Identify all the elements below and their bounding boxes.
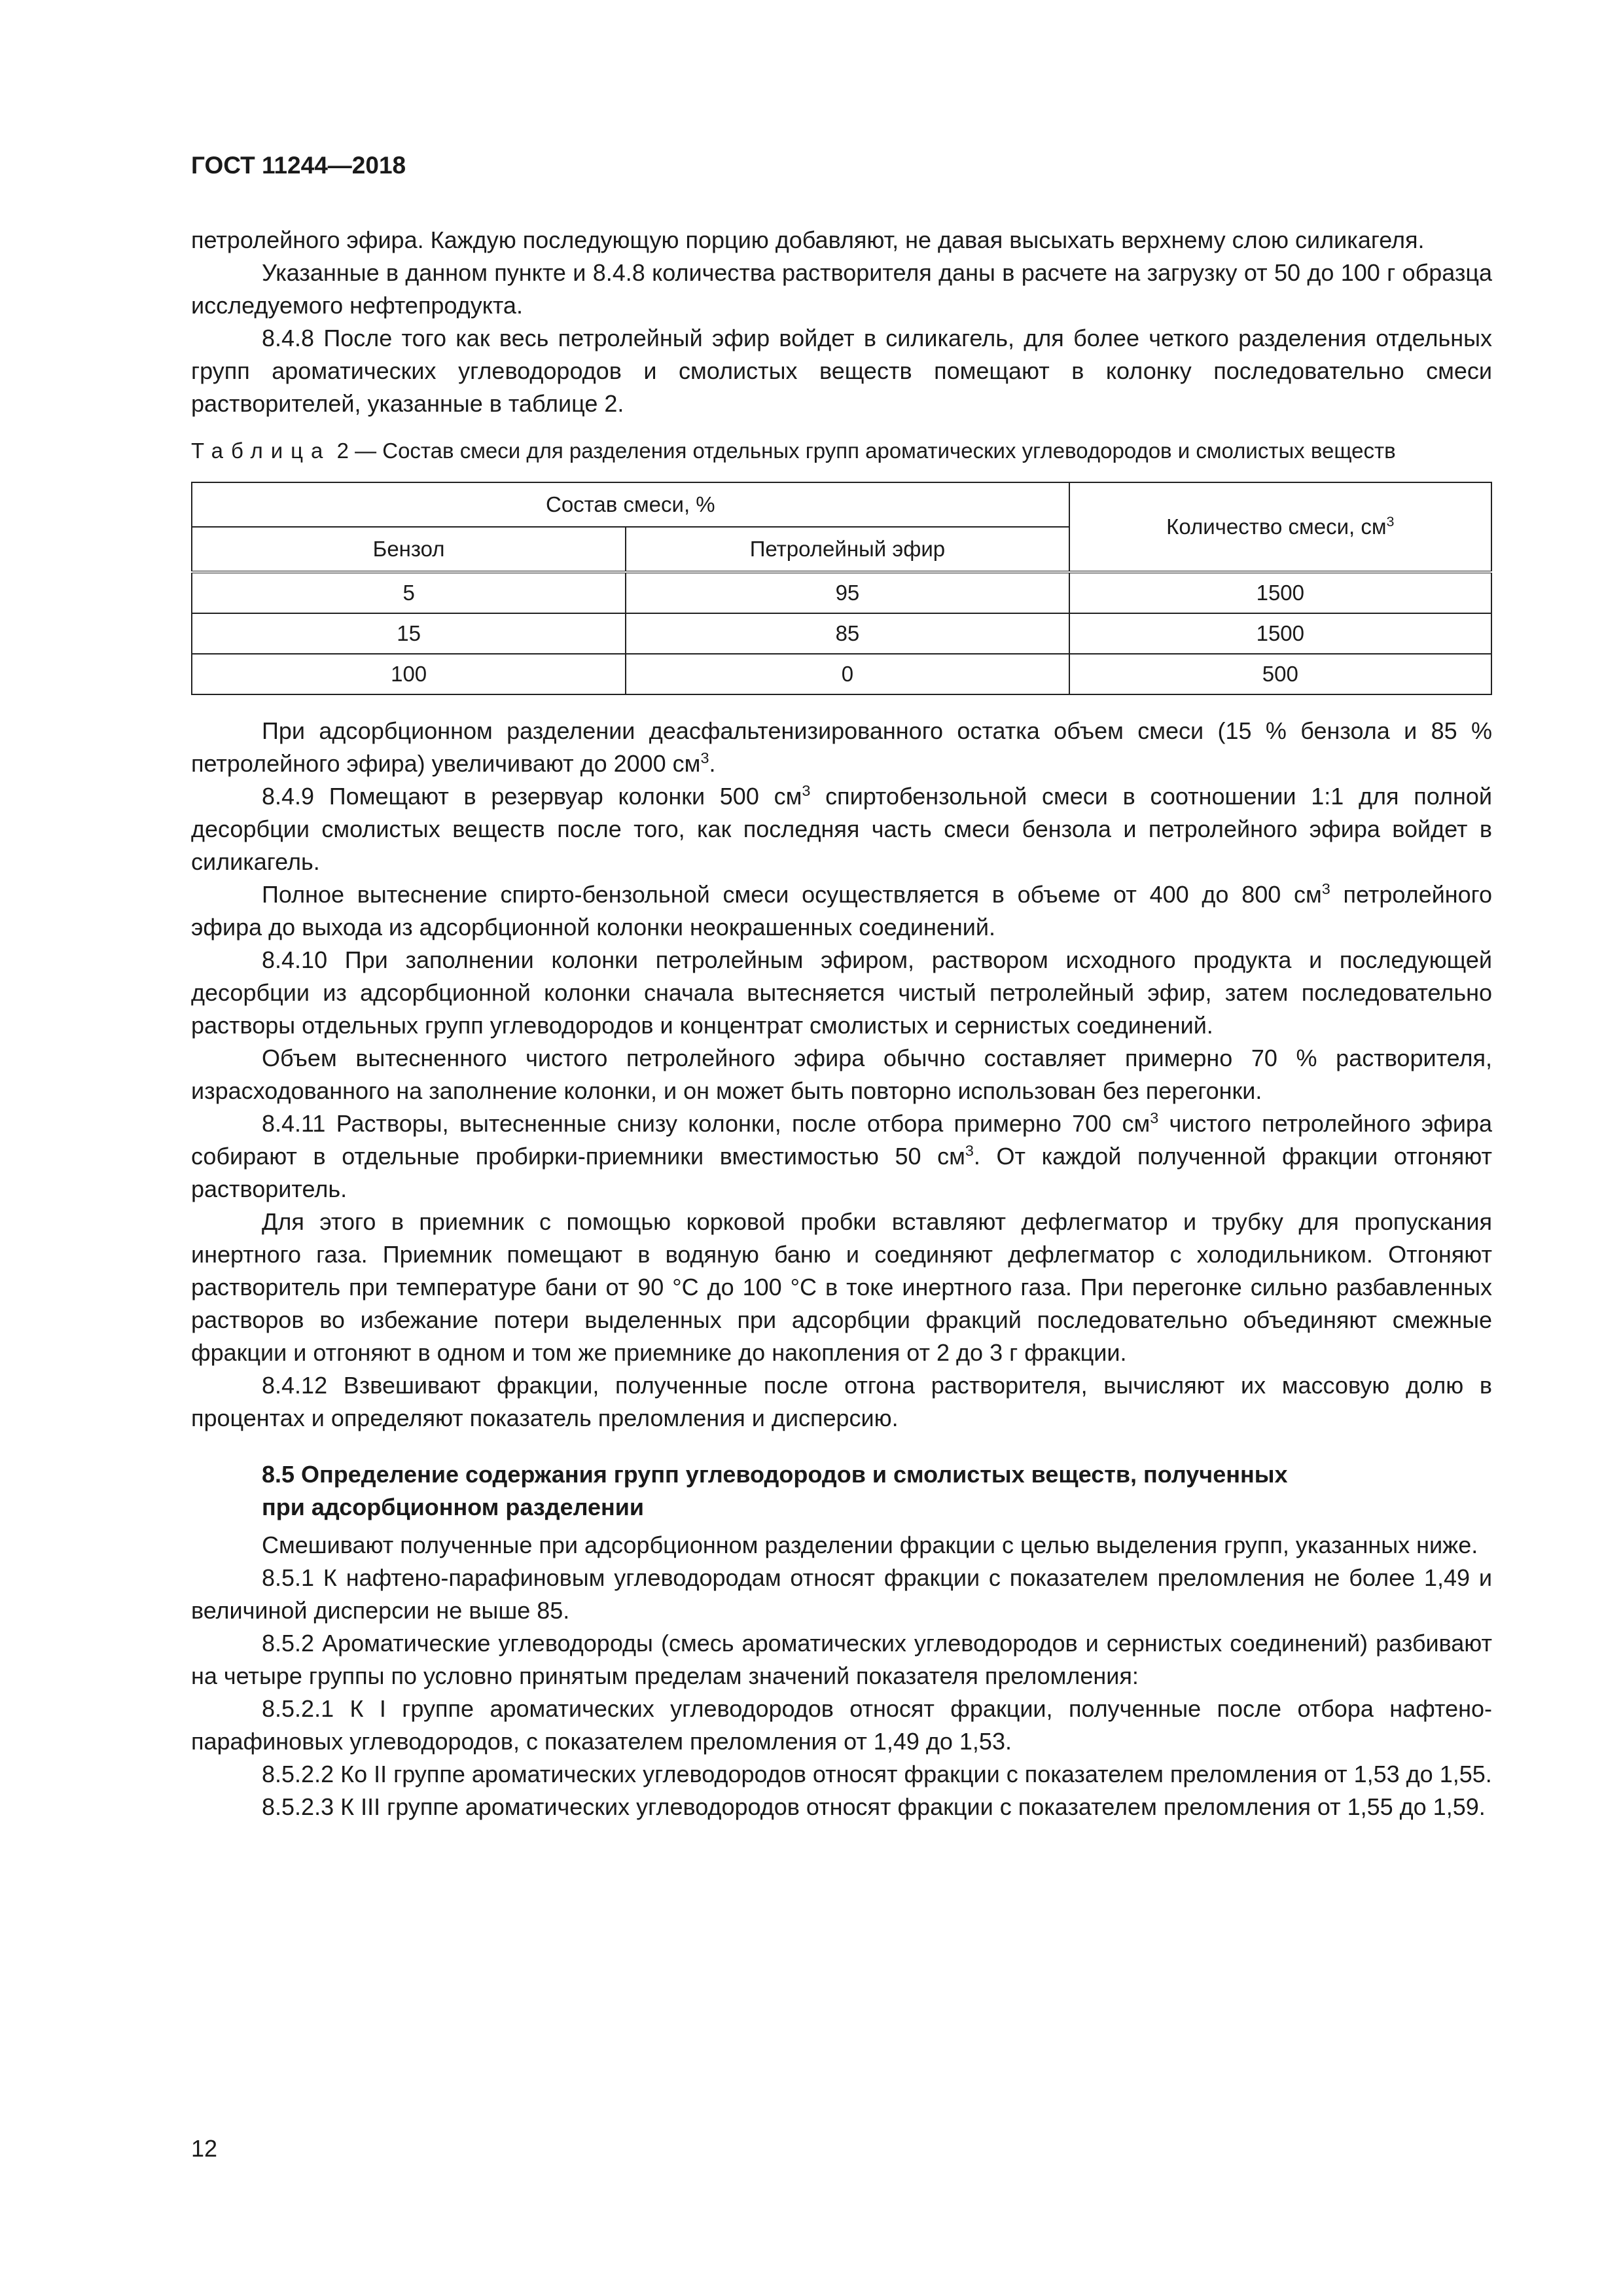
header-cell-petroleum-ether: Петролейный эфир bbox=[626, 527, 1069, 572]
table-caption bbox=[191, 437, 1492, 465]
table-row bbox=[192, 572, 1491, 613]
paragraph-8-5-1: 8.5.1 К нафтено-парафиновым углеводородам относят фракции с показателем преломления не более 1,49 и величиной дисперсии не выше 85. bbox=[191, 1564, 1492, 1624]
paragraph: При адсорбционном разделении деасфальтенизированного остатка объем смеси (15 % бензола и 85 % петролейного эфира) увеличивают до 2000 $см^3$. bbox=[191, 717, 1492, 777]
paragraph: петролейного эфира. Каждую последующую порцию добавляют, не давая высыхать верхнему слою силикагеля. bbox=[191, 226, 1425, 253]
header-cell-benzol: Бензол bbox=[192, 527, 626, 572]
paragraph: Для этого в приемник с помощью корковой пробки вставляют дефлегматор и трубку для пропускания инертного газа. Приемник помещают в водяную баню и соединяют дефлегматор с холодильником. Отгоняют растворитель при температуре бани от 90 °С до 100 °С в токе инертного газа. При перегонке сильно разбавленных растворов во избежание потери выделенных при адсорбции фракций последовательно объединяют смежные фракции и отгоняют в одном и том же приемнике до накопления от 2 до 3 г фракции. bbox=[191, 1208, 1492, 1366]
table-row bbox=[192, 654, 1491, 694]
table-cell: 5 bbox=[192, 572, 626, 613]
section-heading-8-5: 8.5 Определение содержания групп углеводородов и смолистых веществ, полученных при адсорбционном разделении bbox=[262, 1461, 1288, 1520]
header-cell-amount: Количество смеси, $см^3$ bbox=[1069, 482, 1491, 572]
paragraph-8-5-2: 8.5.2 Ароматические углеводороды (смесь ароматических углеводородов и сернистых соединений) разбивают на четыре группы по условно принятым пределам значений показателя преломления: bbox=[191, 1630, 1492, 1689]
paragraph: Полное вытеснение спирто-бензольной смеси осуществляется в объеме от 400 до 800 $см^3$ петролейного эфира до выхода из адсорбционной колонки неокрашенных соединений. bbox=[191, 880, 1493, 941]
paragraph-8-4-11: 8.4.11 Растворы, вытесненные снизу колонки, после отбора примерно 700 $см^3$ чистого петролейного эфира собирают в отдельные пробирки-приемники вместимостью 50 $см^3$. От каждой полученной фракции отгоняют растворитель. bbox=[191, 1109, 1492, 1202]
table-cell: 95 bbox=[626, 572, 1069, 613]
paragraph-8-5-2-2: 8.5.2.2 Ко II группе ароматических углеводородов относят фракции с показателем преломления от 1,53 до 1,55. bbox=[262, 1761, 1492, 1787]
paragraph-8-4-10: 8.4.10 При заполнении колонки петролейным эфиром, раствором исходного продукта и последующей десорбции из адсорбционной колонки сначала вытесняется чистый петролейный эфир, затем последовательно растворы отдельных групп углеводородов и концентрат смолистых и сернистых соединений. bbox=[191, 946, 1492, 1039]
table-row bbox=[192, 613, 1491, 654]
paragraph: Объем вытесненного чистого петролейного эфира обычно составляет примерно 70 % растворителя, израсходованного на заполнение колонки, и он может быть повторно использован без перегонки. bbox=[191, 1045, 1492, 1104]
paragraph: Смешивают полученные при адсорбционном разделении фракции с целью выделения групп, указанных ниже. bbox=[262, 1532, 1478, 1558]
table-header-row bbox=[192, 482, 1491, 527]
paragraph-8-5-2-3: 8.5.2.3 К III группе ароматических углеводородов относят фракции с показателем преломления от 1,55 до 1,59. bbox=[262, 1793, 1486, 1820]
table-cell: 1500 bbox=[1069, 572, 1491, 613]
table-cell: 500 bbox=[1069, 654, 1491, 694]
paragraph: Указанные в данном пункте и 8.4.8 количества растворителя даны в расчете на загрузку от 50 до 100 г образца исследуемого нефтепродукта. bbox=[191, 259, 1492, 319]
paragraph-8-5-2-1: 8.5.2.1 К I группе ароматических углеводородов относят фракции, полученные после отбора нафтено-парафиновых углеводородов, с показателем преломления от 1,49 до 1,53. bbox=[191, 1695, 1492, 1755]
table-cell: 15 bbox=[192, 613, 626, 654]
table-cell: 1500 bbox=[1069, 613, 1491, 654]
table-cell: 85 bbox=[626, 613, 1069, 654]
body-text bbox=[191, 224, 1492, 1823]
table-cell: 100 bbox=[192, 654, 626, 694]
table-caption-label: Таблица bbox=[191, 439, 331, 463]
mixture-composition-table bbox=[191, 482, 1492, 695]
table-caption-text: 2 — Состав смеси для разделения отдельных групп ароматических углеводородов и смолистых веществ bbox=[336, 439, 1396, 463]
standard-code-header: ГОСТ 11244—2018 bbox=[191, 152, 406, 179]
paragraph-8-4-12: 8.4.12 Взвешивают фракции, полученные после отгона растворителя, вычисляют их массовую долю в процентах и определяют показатель преломления и дисперсию. bbox=[191, 1372, 1492, 1431]
table-cell: 0 bbox=[626, 654, 1069, 694]
page-number: 12 bbox=[191, 2135, 218, 2162]
header-cell-composition: Состав смеси, % bbox=[192, 482, 1069, 527]
paragraph-8-4-8: 8.4.8 После того как весь петролейный эфир войдет в силикагель, для более четкого разделения отдельных групп ароматических углеводородов и смолистых веществ помещают в колонку последовательно смеси растворителей, указанные в таблице 2. bbox=[191, 325, 1492, 417]
paragraph-8-4-9: 8.4.9 Помещают в резервуар колонки 500 $см^3$ спиртобензольной смеси в соотношении 1:1 для полной десорбции смолистых веществ после того, как последняя часть смеси бензола и петролейного эфира войдет в силикагель. bbox=[191, 782, 1492, 875]
